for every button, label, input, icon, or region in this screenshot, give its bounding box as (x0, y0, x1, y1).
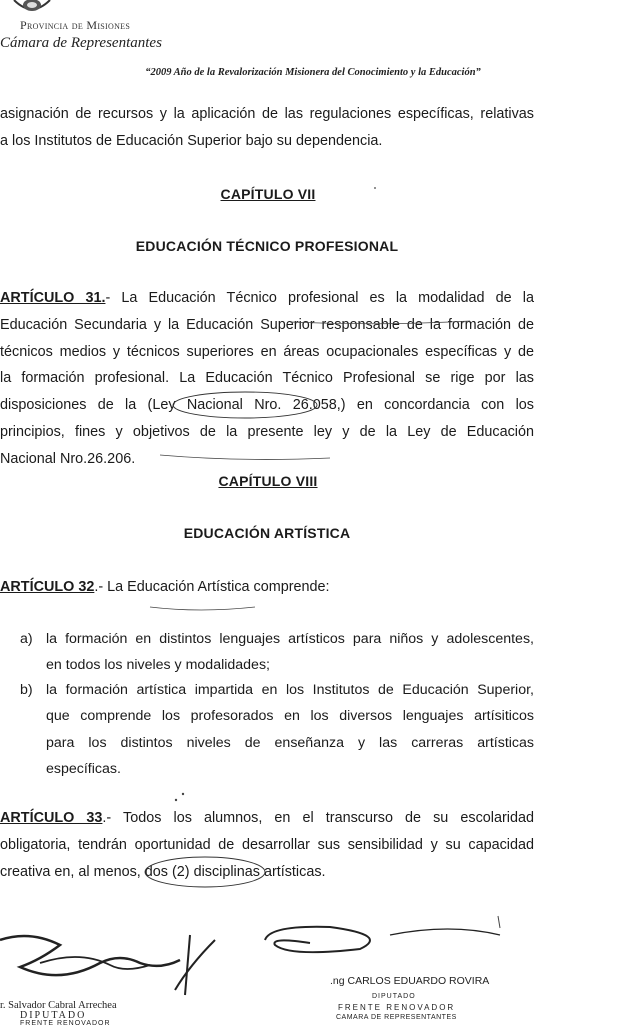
chamber-name: Cámara de Representantes (0, 35, 162, 51)
signature-left (0, 925, 250, 1005)
intro-line: a los Institutos de Educación Superior bajo su dependencia. (0, 132, 383, 149)
article-33-line: obligatoria, tendrán oportunidad de desarrollar sus sensibilidad y su capacidad (0, 836, 534, 853)
right-signer-chamber: CAMARA DE REPRESENTANTES (336, 1014, 457, 1021)
chapter-8-number: CAPÍTULO VIII (218, 473, 318, 489)
right-signer-name: .ng CARLOS EDUARDO ROVIRA (330, 975, 490, 987)
article-32-label: ARTÍCULO 32 (0, 579, 95, 595)
article-33-label: ARTÍCULO 33 (0, 810, 103, 826)
chapter-8-title: EDUCACIÓN ARTÍSTICA (183, 525, 351, 541)
article-31 (0, 285, 534, 473)
list-item-line: que comprende los profesorados en los diversos lenguajes artísiticos (46, 708, 534, 725)
article-32-line: ARTÍCULO 32.- La Educación Artística comprende: (0, 579, 330, 595)
underline-stroke (150, 607, 255, 610)
list-item-line: específicas. (46, 761, 121, 778)
chapter-7-number: CAPÍTULO VII (220, 186, 316, 202)
article-31-label: ARTÍCULO 31. (0, 290, 106, 306)
list-item-line: la formación artística impartida en los Institutos de Educación Superior, (46, 682, 534, 698)
province-name: Provincia de Misiones (20, 18, 131, 32)
article-32 (0, 574, 534, 601)
article-31-line: Educación Secundaria y la Educación Superior responsable de la formación de (0, 316, 534, 333)
intro-paragraph (0, 101, 534, 155)
list-item-line: la formación en distintos lenguajes artísticos para niños y adolescentes, (46, 631, 534, 647)
right-signer-role: DIPUTADO (372, 993, 416, 1000)
article-33 (0, 805, 534, 885)
article-31-line: la formación profesional. La Educación Técnico Profesional se rige por las (0, 370, 534, 387)
list-item (20, 677, 534, 783)
right-signer-bloc: FRENTE RENOVADOR (338, 1003, 456, 1012)
article-31-line: técnicos medios y técnicos superiores en áreas ocupacionales específicas y de (0, 343, 534, 360)
year-motto: “2009 Año de la Revalorización Misionera del Conocimiento y la Educación” (145, 67, 481, 78)
article-31-line: principios, fines y objetivos de la presente ley y de la Ley de Educación (0, 423, 534, 440)
list-item (20, 626, 534, 679)
left-signer-name: r. Salvador Cabral Arrechea (0, 1000, 117, 1011)
list-marker: a) (20, 631, 33, 647)
list-item-line: en todos los niveles y modalidades; (46, 657, 270, 674)
article-33-line: creativa en, al menos, dos (2) disciplinas artísticas. (0, 863, 326, 880)
left-signer-role: DIPUTADO (20, 1010, 87, 1021)
list-item-line: para los distintos niveles de enseñanza y las carreras artísticas (46, 734, 534, 751)
chapter-7-title: EDUCACIÓN TÉCNICO PROFESIONAL (135, 238, 399, 254)
province-seal-icon (10, 0, 54, 14)
article-33-line: ARTÍCULO 33.- Todos los alumnos, en el transcurso de su escolaridad (0, 810, 534, 826)
article-31-line: Nacional Nro.26.206. (0, 450, 136, 467)
intro-line: asignación de recursos y la aplicación de las regulaciones específicas, relativas (0, 106, 534, 122)
article-31-line: ARTÍCULO 31.- La Educación Técnico profesional es la modalidad de la (0, 290, 534, 306)
left-signer-bloc: FRENTE RENOVADOR (20, 1020, 111, 1027)
list-marker: b) (20, 682, 33, 698)
article-31-line: disposiciones de la (Ley Nacional Nro. 26.058,) en concordancia con los (0, 397, 534, 414)
signature-right (250, 915, 510, 975)
